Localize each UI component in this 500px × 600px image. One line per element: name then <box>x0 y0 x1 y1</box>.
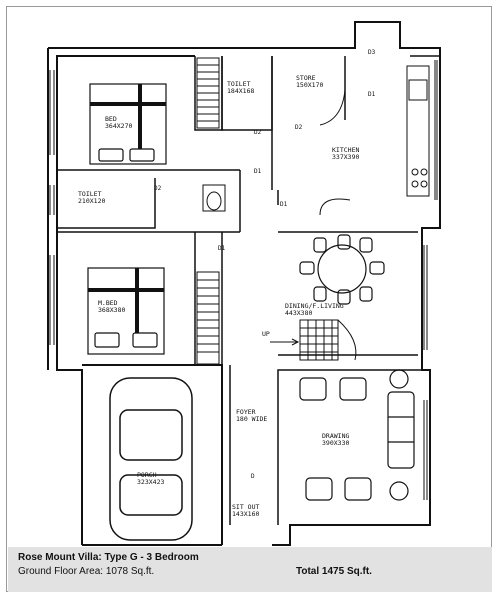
exterior-walls <box>48 22 440 545</box>
door-tag-d3: D3 <box>368 49 376 56</box>
dining-table <box>300 235 384 304</box>
toilet-left-name: TOILET <box>78 190 102 198</box>
porch-name: PORCH <box>137 471 157 479</box>
car <box>110 378 192 540</box>
foyer-size: 180 WIDE <box>236 415 268 423</box>
bed-size: 364X270 <box>105 122 133 130</box>
foyer-name: FOYER <box>236 408 256 416</box>
door-tag-d1-kitchen: D1 <box>368 91 376 98</box>
door-tag-d1-mbed: D1 <box>218 245 226 252</box>
toilet-top-name: TOILET <box>227 80 251 88</box>
sitout-size: 143X160 <box>232 510 260 518</box>
porch-size: 323X423 <box>137 478 165 486</box>
store-name: STORE <box>296 74 316 82</box>
door-tag-foyer: D <box>251 473 255 480</box>
wc <box>203 185 225 211</box>
sitout-name: SIT OUT <box>232 503 260 511</box>
dining-size: 443X380 <box>285 309 313 317</box>
kitchen-size: 337X390 <box>332 153 360 161</box>
total-area: Total 1475 Sq.ft. <box>296 566 372 577</box>
kitchen-counter <box>320 66 429 215</box>
drawing-furniture <box>300 370 414 500</box>
door-tag-d2-store: D2 <box>295 124 303 131</box>
toilet-left-size: 210X120 <box>78 197 106 205</box>
toilet-top-size: 184X168 <box>227 87 255 95</box>
door-tag-d2-toilet: D2 <box>254 129 262 136</box>
stair-bed <box>197 58 219 128</box>
stair-main <box>270 320 356 360</box>
dining-name: DINING/F.LIVING <box>285 302 344 310</box>
stair-mbed <box>197 272 219 364</box>
door-tag-d1-hall: D1 <box>254 168 262 175</box>
mbed-name: M.BED <box>98 299 118 307</box>
plan-title: Rose Mount Villa: Type G - 3 Bedroom <box>18 552 199 563</box>
door-tag-d2-toilet-left: D2 <box>154 185 162 192</box>
drawing-size: 390X330 <box>322 439 350 447</box>
kitchen-name: KITCHEN <box>332 146 360 154</box>
store-size: 150X170 <box>296 81 324 89</box>
door-tag-d1-kitchen-low: D1 <box>280 201 288 208</box>
drawing-name: DRAWING <box>322 432 350 440</box>
mbed-size: 368X380 <box>98 306 126 314</box>
bed-name: BED <box>105 115 117 123</box>
stair-up-label: UP <box>262 330 270 338</box>
ground-floor-area: Ground Floor Area: 1078 Sq.ft. <box>18 566 155 577</box>
